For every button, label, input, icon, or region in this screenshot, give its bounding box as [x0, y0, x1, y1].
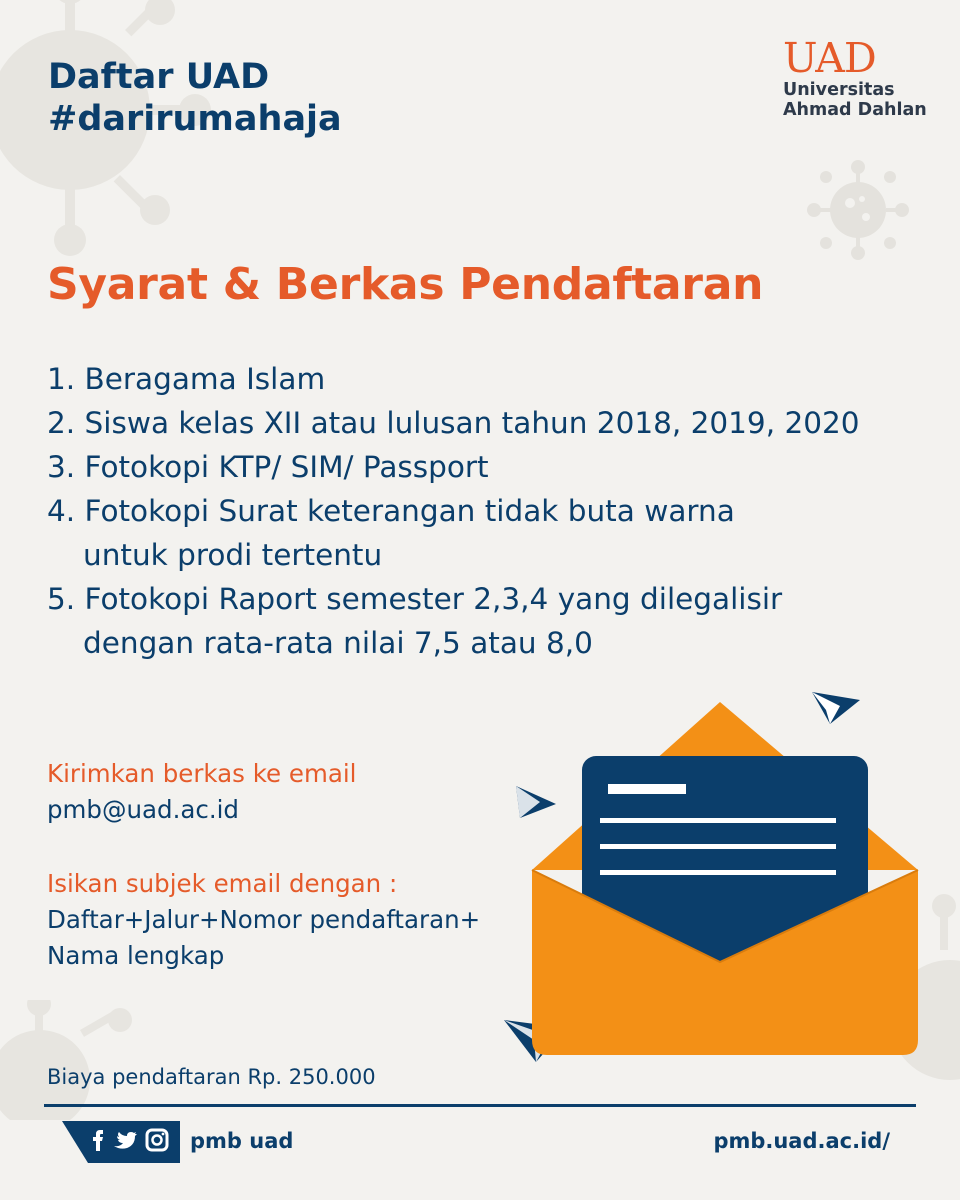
university-logo — [783, 34, 933, 120]
email-subject-format-line-2: Nama lengkap — [47, 941, 225, 970]
virus-decoration-top-right — [800, 155, 920, 265]
social-media-bar — [62, 1121, 180, 1163]
registration-fee: Biaya pendaftaran Rp. 250.000 — [47, 1065, 376, 1089]
requirement-item-5: 5. Fotokopi Raport semester 2,3,4 yang dilegalisir — [47, 582, 783, 616]
social-handle[interactable]: pmb uad — [190, 1129, 294, 1153]
logo-name-line-1: Universitas — [783, 80, 895, 100]
requirement-item-3: 3. Fotokopi KTP/ SIM/ Passport — [47, 450, 489, 484]
send-email-label: Kirimkan berkas ke email — [47, 759, 357, 788]
requirement-item-2: 2. Siswa kelas XII atau lulusan tahun 2018, 2019, 2020 — [47, 406, 860, 440]
virus-decoration-bottom-left — [0, 1000, 160, 1120]
requirements-list — [47, 357, 927, 665]
email-subject-section — [47, 866, 480, 974]
requirement-item-4: 4. Fotokopi Surat keterangan tidak buta warna — [47, 494, 735, 528]
send-email-section — [47, 756, 356, 828]
page-title: Syarat & Berkas Pendaftaran — [47, 259, 764, 310]
requirement-item-1: 1. Beragama Islam — [47, 362, 326, 396]
logo-mark: UAD — [783, 34, 876, 82]
requirement-item-4-continuation: untuk prodi tertentu — [83, 538, 383, 572]
email-address: pmb@uad.ac.id — [47, 795, 239, 824]
logo-name-line-2: Ahmad Dahlan — [783, 100, 927, 120]
email-subject-label: Isikan subjek email dengan : — [47, 869, 398, 898]
tagline-line-2: #darirumahaja — [48, 99, 342, 139]
paper-plane-icon — [516, 786, 556, 818]
footer-divider — [44, 1104, 916, 1107]
logo-name — [783, 80, 933, 120]
email-subject-format-line-1: Daftar+Jalur+Nomor pendaftaran+ — [47, 905, 481, 934]
requirement-item-5-continuation: dengan rata-rata nilai 7,5 atau 8,0 — [83, 626, 593, 660]
envelope-illustration — [500, 680, 930, 1080]
campaign-tagline — [48, 56, 342, 140]
tagline-line-1: Daftar UAD — [48, 57, 270, 97]
paper-plane-icon — [812, 692, 860, 724]
website-link[interactable]: pmb.uad.ac.id/ — [713, 1129, 890, 1153]
